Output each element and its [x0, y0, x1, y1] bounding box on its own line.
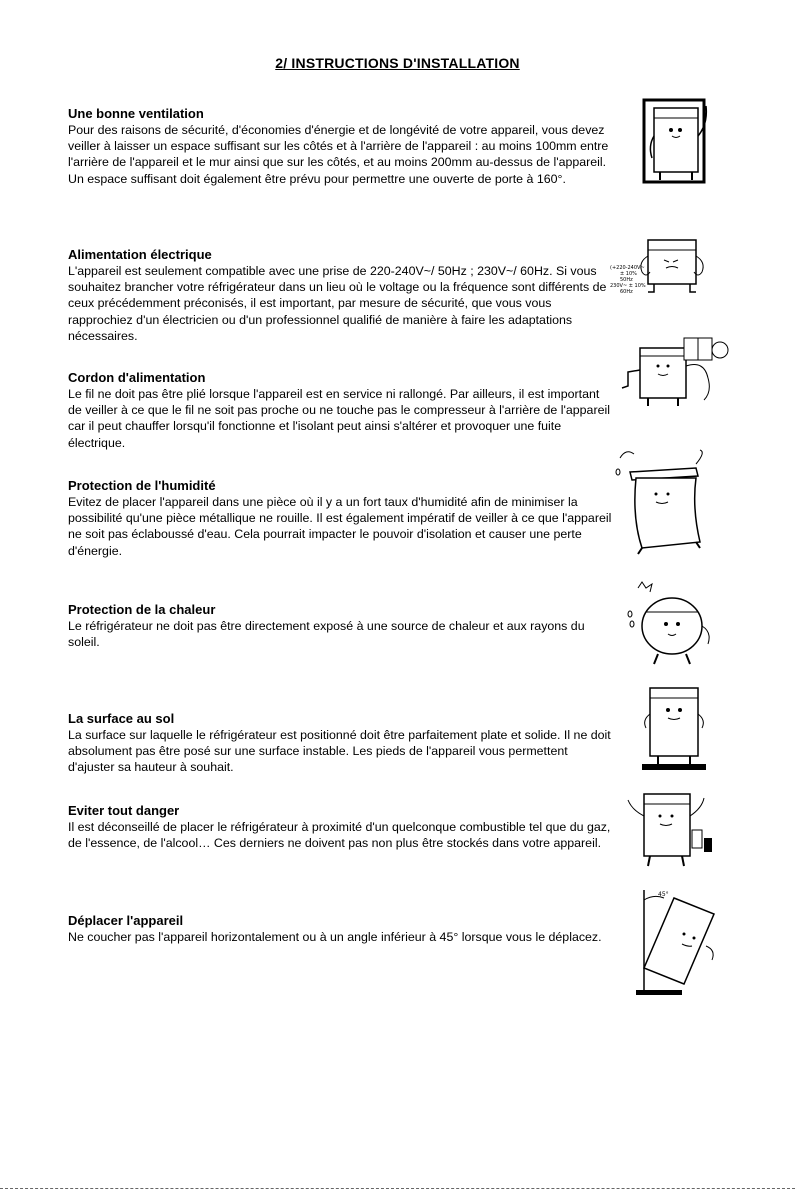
section-avoid-danger — [68, 803, 616, 851]
voltage-label: 60Hz — [620, 289, 633, 295]
voltage-label: ± 10% — [620, 271, 637, 277]
section-body: L'appareil est seulement compatible avec une prise de 220-240V~/ 50Hz ; 230V~/ 60Hz. Si vous souhaitez brancher votre réfrigérateur dans un lieu où le voltage ou la fréquence sont différents de ceux précédemment préconisés, il est important, par mesure de sécurité, que vous vous rapprochiez d'un électricien ou d'un professionnel qualifié de manière à faire les adaptations nécessaires. — [68, 264, 607, 343]
section-body: La surface sur laquelle le réfrigérateur est positionné doit être parfaitement plate et solide. Il ne doit absolument pas être posé sur une surface instable. Les pieds de l'appareil vous permettent d'ajuster sa hauteur à souhait. — [68, 728, 611, 775]
section-body: Evitez de placer l'appareil dans une pièce où il y a un fort taux d'humidité afin de minimiser la possibilité qu'une pièce métallique ne rouille. Il est également impératif de veiller à ce que l'appareil ne soit pas éclaboussé d'eau. Cela pourrait impacter le pouvoir d'isolation et causer une perte d'énergie. — [68, 495, 612, 558]
section-ventilation — [68, 106, 616, 187]
fridge-against-wall-icon — [640, 96, 720, 188]
angle-label: 45° — [658, 891, 669, 898]
voltage-label: 50Hz — [620, 277, 633, 283]
fridge-power-cord-icon — [618, 336, 730, 410]
section-heading: Cordon d'alimentation — [68, 370, 206, 385]
section-heading: Déplacer l'appareil — [68, 913, 184, 928]
section-body: Le fil ne doit pas être plié lorsque l'appareil est en service ni rallongé. Par ailleurs, il est important de veiller à ce que le fil ne soit pas proche ou ne touche pas le compresseur à l'arrière de l'appareil car il peut chauffer lorsqu'il fonctionne et l'isolant peut ainsi s'altérer et provoquer une fuite électrique. — [68, 387, 610, 450]
section-heat — [68, 602, 616, 650]
section-floor-surface — [68, 711, 616, 776]
fridge-level-floor-icon — [636, 684, 716, 776]
fridge-danger-icon — [620, 786, 716, 872]
section-body: Le réfrigérateur ne doit pas être directement exposé à une source de chaleur et aux rayons du soleil. — [68, 619, 585, 650]
section-heading: Protection de l'humidité — [68, 478, 216, 493]
section-heading: Alimentation électrique — [68, 247, 212, 262]
section-heading: Eviter tout danger — [68, 803, 180, 818]
section-humidity — [68, 478, 616, 559]
section-power-cord — [68, 370, 616, 451]
section-move-appliance — [68, 913, 616, 945]
section-body: Il est déconseillé de placer le réfrigérateur à proximité d'un quelconque combustible tel que du gaz, de l'essence, de l'alcool… Ces derniers ne doivent pas non plus être stockés dans votre appareil. — [68, 820, 611, 851]
fridge-voltage-icon — [610, 236, 722, 300]
voltage-label: 230V~ ± 10% — [610, 283, 646, 289]
section-heading: La surface au sol — [68, 711, 175, 726]
fridge-tilt-icon — [636, 886, 720, 1002]
fridge-humidity-icon — [612, 444, 712, 556]
page-bottom-rule — [0, 1188, 795, 1189]
voltage-label: (+220-240V~ — [610, 265, 645, 271]
fridge-heat-icon — [624, 578, 716, 670]
section-heading: Protection de la chaleur — [68, 602, 216, 617]
page-title: 2/ INSTRUCTIONS D'INSTALLATION — [275, 55, 520, 71]
section-body: Ne coucher pas l'appareil horizontalement ou à un angle inférieur à 45° lorsque vous le déplacez. — [68, 930, 602, 944]
section-body: Pour des raisons de sécurité, d'économies d'énergie et de longévité de votre appareil, vous devez veiller à laisser un espace suffisant sur les côtés et à l'arrière de l'appareil : au moins 100mm entre l'arrière de l'appareil et le mur ainsi que sur les côtés, et au moins 200mm au-dessus de l'appareil. Un espace suffisant doit également être prévu pour permettre une ouverte de porte à 160°. — [68, 123, 609, 186]
section-power-supply — [68, 247, 616, 344]
section-heading: Une bonne ventilation — [68, 106, 204, 121]
